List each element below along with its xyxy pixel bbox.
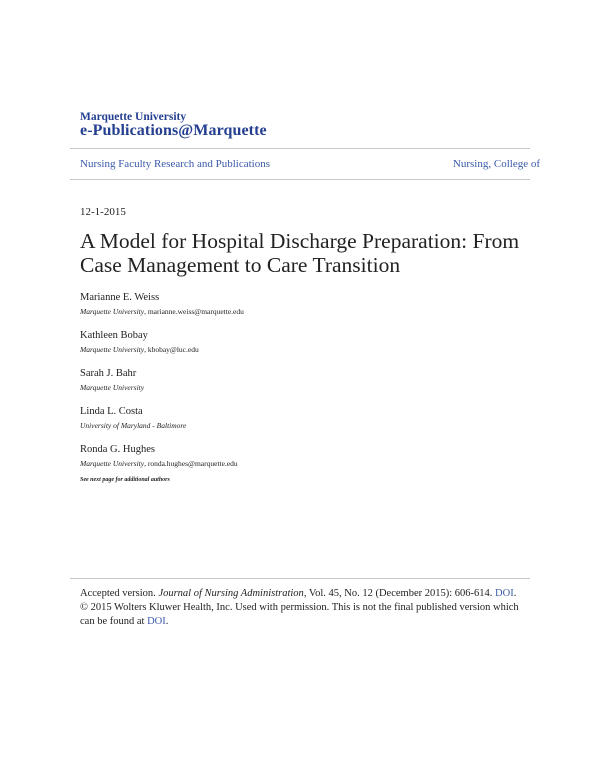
author-block [80,292,244,316]
citation-end: . [165,616,169,627]
citation-details: , Vol. 45, No. 12 (December 2015): 606-614. [303,588,493,599]
nav-divider [70,179,530,180]
author-email: kbobay@luc.edu [147,345,199,354]
paper-title: A Model for Hospital Discharge Preparation: From Case Management to Care Transition [80,229,520,277]
author-name: Kathleen Bobay [80,330,148,341]
author-affiliation [80,421,186,430]
author-name: Linda L. Costa [80,406,143,417]
author-email: ronda.hughes@marquette.edu [147,459,238,468]
author-email: marianne.weiss@marquette.edu [147,307,244,316]
affiliation-name: Marquette University [80,459,145,468]
author-affiliation: Marquette University, ronda.hughes@marquette.edu [80,459,238,468]
collection-link[interactable]: Nursing Faculty Research and Publications [80,158,271,170]
copyright-text: . © 2015 Wolters Kluwer Health, Inc. Used with permission. This is not the final published version which can be found at [80,588,519,627]
affiliation-name: Marquette University [80,345,145,354]
citation-divider [70,578,530,579]
doi-link-final[interactable]: DOI [147,616,166,627]
affiliation-name: Marquette University [80,383,145,392]
author-block [80,368,144,392]
author-name: Sarah J. Bahr [80,368,137,379]
publication-date: 12-1-2015 [80,206,126,218]
author-block [80,444,238,468]
doi-link[interactable]: DOI [495,588,514,599]
author-affiliation: Marquette University, marianne.weiss@marquette.edu [80,307,244,316]
journal-name: Journal of Nursing Administration [158,588,304,599]
author-affiliation: Marquette University, kbobay@luc.edu [80,345,199,354]
citation-prefix: Accepted version. [80,588,159,599]
university-name: Marquette University [80,111,187,123]
author-name: Ronda G. Hughes [80,444,155,455]
repository-name[interactable]: e-Publications@Marquette [80,122,267,139]
author-block [80,406,186,430]
affiliation-name: University of Maryland - Baltimore [80,421,187,430]
more-authors-note[interactable]: See next page for additional authors [80,477,170,483]
author-affiliation [80,383,144,392]
college-link[interactable]: Nursing, College of [452,158,540,170]
citation-text [80,587,520,629]
top-divider [70,148,530,149]
affiliation-name: Marquette University [80,307,145,316]
author-name: Marianne E. Weiss [80,292,160,303]
author-block [80,330,199,354]
